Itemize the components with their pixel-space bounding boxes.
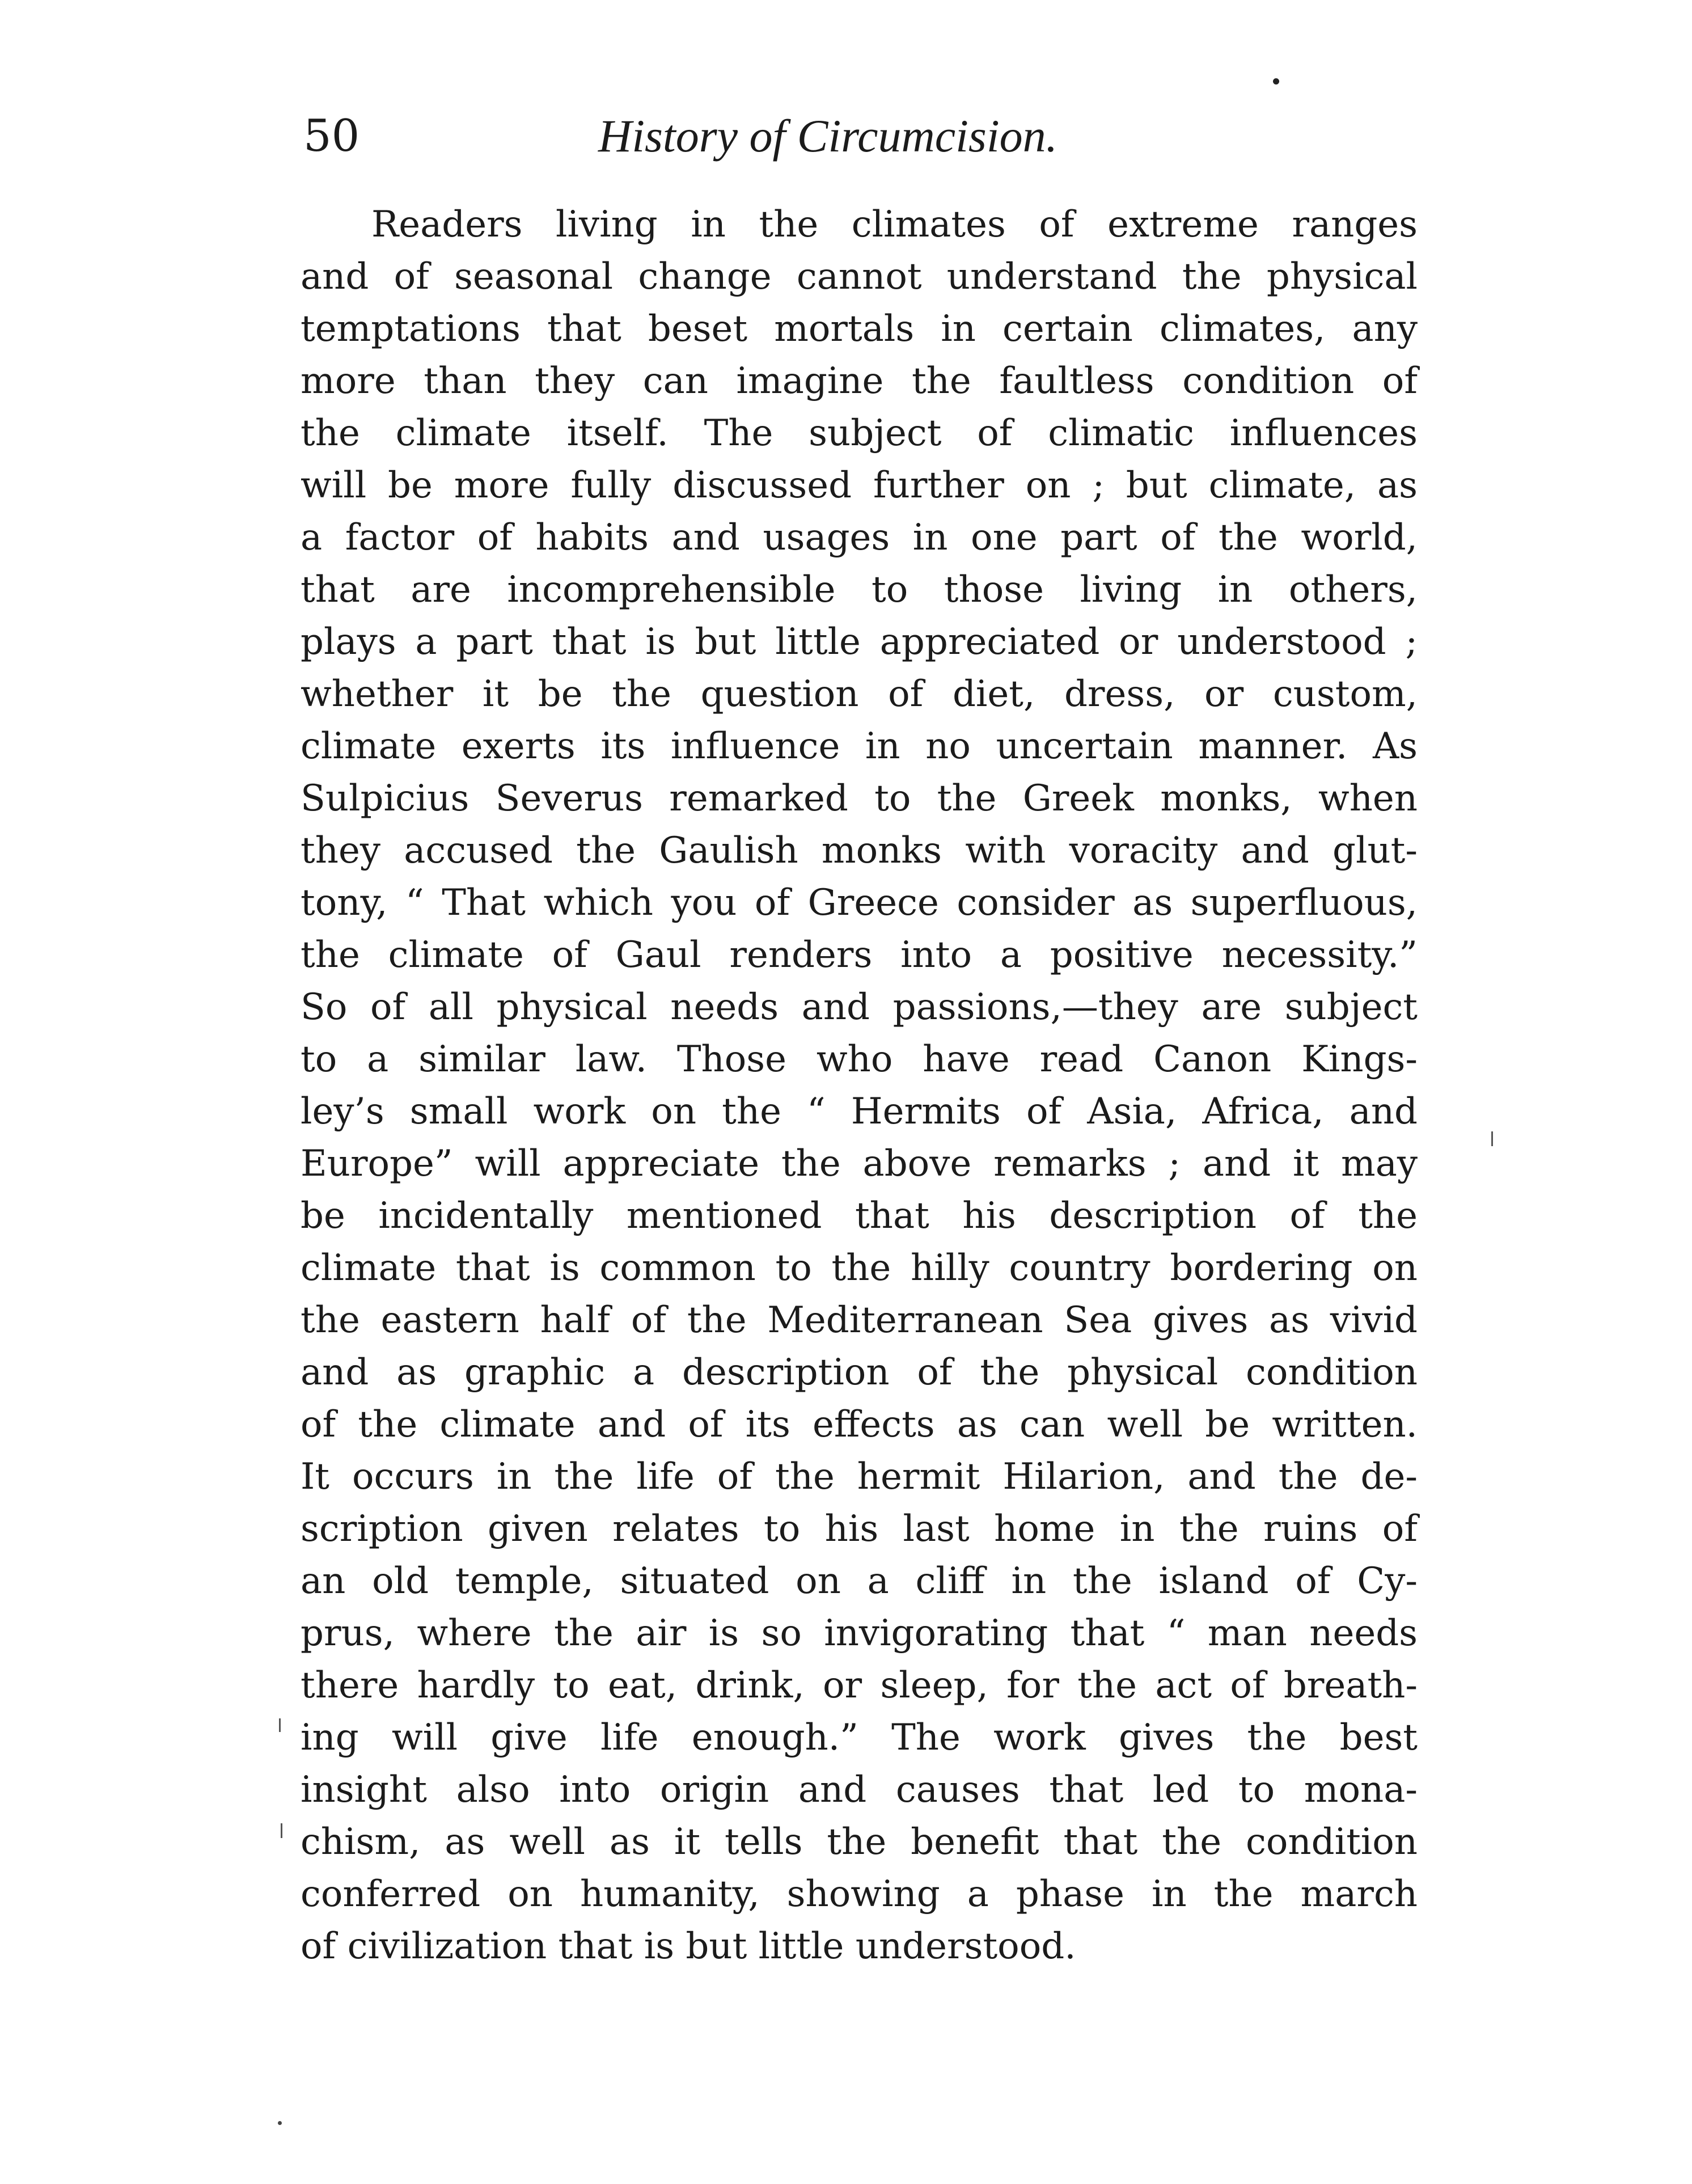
text-line: Europe” will appreciate the above remarks ; and it may bbox=[301, 1143, 1418, 1185]
running-title: History of Circumcision. bbox=[598, 110, 1058, 162]
text-line: of civilization that is but little understood. bbox=[301, 1925, 1076, 1967]
text-line: It occurs in the life of the hermit Hilarion, and the de- bbox=[301, 1456, 1418, 1498]
text-line: will be more fully discussed further on ; but climate, as bbox=[301, 464, 1418, 506]
ink-mark bbox=[281, 1823, 282, 1838]
text-line: more than they can imagine the faultless condition of bbox=[301, 360, 1418, 402]
text-line: Readers living in the climates of extreme ranges bbox=[371, 204, 1418, 246]
text-line: the eastern half of the Mediterranean Sea gives as vivid bbox=[301, 1299, 1418, 1341]
page-header bbox=[303, 105, 1443, 167]
text-line: plays a part that is but little appreciated or understood ; bbox=[301, 621, 1418, 663]
text-line: whether it be the question of diet, dress, or custom, bbox=[301, 673, 1418, 715]
text-line: temptations that beset mortals in certain climates, any bbox=[301, 308, 1418, 350]
text-line: scription given relates to his last home in the ruins of bbox=[301, 1508, 1418, 1550]
ink-mark bbox=[279, 1718, 281, 1732]
text-line: prus, where the air is so invigorating that “ man needs bbox=[301, 1612, 1418, 1654]
body-paragraph bbox=[301, 198, 1418, 1972]
page-number: 50 bbox=[303, 111, 360, 162]
text-line: ley’s small work on the “ Hermits of Asia, Africa, and bbox=[301, 1091, 1418, 1133]
ink-mark bbox=[1491, 1131, 1493, 1146]
text-line: and of seasonal change cannot understand the physical bbox=[301, 256, 1418, 298]
text-line: insight also into origin and causes that led to mona- bbox=[301, 1769, 1418, 1811]
text-line: there hardly to eat, drink, or sleep, for the act of breath- bbox=[301, 1665, 1418, 1706]
text-line: conferred on humanity, showing a phase in the march bbox=[301, 1873, 1418, 1915]
text-line: climate exerts its influence in no uncertain manner. As bbox=[301, 725, 1418, 767]
text-line: So of all physical needs and passions,—they are subject bbox=[301, 986, 1418, 1028]
ink-speck bbox=[278, 2121, 282, 2125]
text-line: they accused the Gaulish monks with voracity and glut- bbox=[301, 830, 1418, 872]
text-line: tony, “ That which you of Greece consider as superfluous, bbox=[301, 882, 1418, 924]
text-line: the climate itself. The subject of climatic influences bbox=[301, 412, 1418, 454]
text-line: climate that is common to the hilly country bordering on bbox=[301, 1247, 1418, 1289]
text-line: and as graphic a description of the physical condition bbox=[301, 1351, 1418, 1393]
text-line: an old temple, situated on a cliff in the island of Cy- bbox=[301, 1560, 1418, 1602]
text-line: of the climate and of its effects as can well be written. bbox=[301, 1404, 1418, 1446]
ink-speck bbox=[1273, 78, 1279, 85]
text-line: a factor of habits and usages in one part of the world, bbox=[301, 517, 1418, 559]
text-line: to a similar law. Those who have read Canon Kings- bbox=[301, 1038, 1418, 1080]
text-line: be incidentally mentioned that his description of the bbox=[301, 1195, 1418, 1237]
text-line: that are incomprehensible to those living in others, bbox=[301, 569, 1418, 611]
text-line: chism, as well as it tells the benefit that the condition bbox=[301, 1821, 1418, 1863]
text-line: the climate of Gaul renders into a positive necessity.” bbox=[301, 934, 1418, 976]
text-line: Sulpicius Severus remarked to the Greek monks, when bbox=[301, 778, 1418, 819]
text-line: ing will give life enough.” The work gives the best bbox=[301, 1717, 1418, 1759]
